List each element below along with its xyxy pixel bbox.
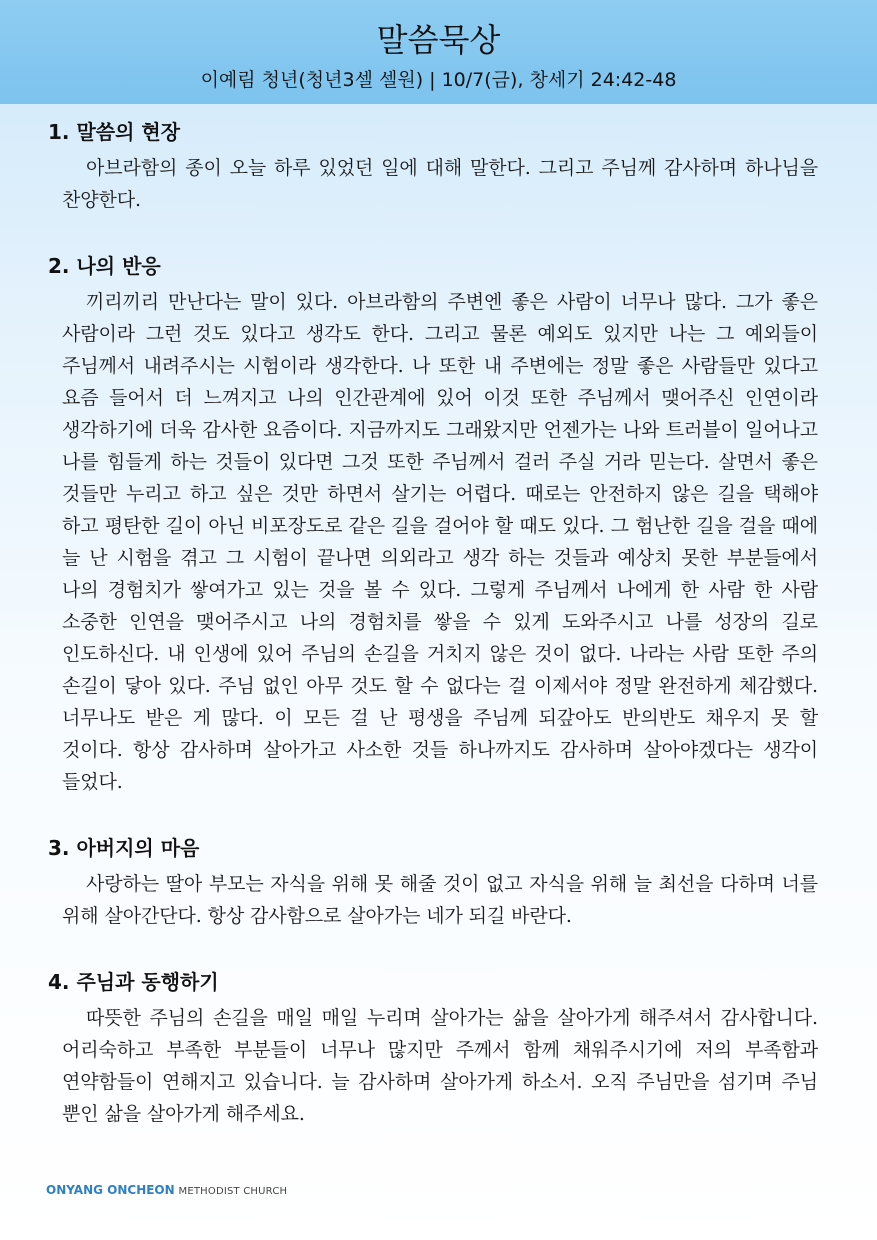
section-walk-with-lord	[48, 966, 818, 1130]
church-logo-brand: ONYANG ONCHEON	[46, 1183, 175, 1197]
section-heading: 1. 말씀의 현장	[48, 120, 181, 144]
section-heading: 4. 주님과 동행하기	[48, 970, 219, 994]
page-title: 말씀묵상	[376, 21, 501, 59]
section-my-response	[48, 250, 818, 798]
page-subtitle: 이예림 청년(청년3셀 셀원) | 10/7(금), 창세기 24:42-48	[200, 69, 677, 91]
section-heading: 2. 나의 반응	[48, 254, 161, 278]
church-logo	[46, 1182, 287, 1200]
section-body: 아브라함의 종이 오늘 하루 있었던 일에 대해 말한다. 그리고 주님께 감사하며 하나님을 찬양한다.	[62, 157, 818, 211]
section-heading: 3. 아버지의 마음	[48, 836, 200, 860]
section-word-scene	[48, 116, 818, 216]
section-father-heart	[48, 832, 818, 932]
section-body: 따뜻한 주님의 손길을 매일 매일 누리며 살아가는 삶을 살아가게 해주셔서 감사합니다. 어리숙하고 부족한 부분들이 너무나 많지만 주께서 함께 채워주시기에 저의 부족함과 연약함들이 연해지고 있습니다. 늘 감사하며 살아가게 하소서. 오직 주님만을 섬기며 주님 뿐인 삶을 살아가게 해주세요.	[62, 1007, 818, 1125]
church-logo-sub: METHODIST CHURCH	[178, 1186, 288, 1197]
section-body: 끼리끼리 만난다는 말이 있다. 아브라함의 주변엔 좋은 사람이 너무나 많다. 그가 좋은 사람이라 그런 것도 있다고 생각도 한다. 그리고 물론 예외도 있지만 나는 그 예외들이 주님께서 내려주시는 시험이라 생각한다. 나 또한 내 주변에는 정말 좋은 사람들만 있다고 요즘 들어서 더 느껴지고 나의 인간관계에 있어 이것 또한 주님께서 맺어주신 인연이라 생각하기에 더욱 감사한 요즘이다. 지금까지도 그래왔지만 언젠가는 나와 트러블이 일어나고 나를 힘들게 하는 것들이 있다면 그것 또한 주님께서 걸러 주실 거라 믿는다. 살면서 좋은 것들만 누리고 하고 싶은 것만 하면서 살기는 어렵다. 때로는 안전하지 않은 길을 택해야 하고 평탄한 길이 아닌 비포장도로 같은 길을 걸어야 할 때도 있다. 그 험난한 길을 걸을 때에 늘 난 시험을 겪고 그 시험이 끝나면 의외라고 생각 하는 것들과 예상치 못한 부분들에서 나의 경험치가 쌓여가고 있는 것을 볼 수 있다. 그렇게 주님께서 나에게 한 사람 한 사람 소중한 인연을 맺어주시고 나의 경험치를 쌓을 수 있게 도와주시고 나를 성장의 길로 인도하신다. 내 인생에 있어 주님의 손길을 거치지 않은 것이 없다. 나라는 사람 또한 주의 손길이 닿아 있다. 주님 없인 아무 것도 할 수 없다는 걸 이제서야 정말 완전하게 체감했다. 너무나도 받은 게 많다. 이 모든 걸 난 평생을 주님께 되갚아도 반의반도 채우지 못 할 것이다. 항상 감사하며 살아가고 사소한 것들 하나까지도 감사하며 살아야겠다는 생각이 들었다.	[62, 291, 818, 793]
header-banner	[0, 0, 877, 104]
section-body: 사랑하는 딸아 부모는 자식을 위해 못 해줄 것이 없고 자식을 위해 늘 최선을 다하며 너를 위해 살아간단다. 항상 감사함으로 살아가는 네가 되길 바란다.	[62, 873, 818, 927]
meditation-content	[48, 116, 818, 1164]
